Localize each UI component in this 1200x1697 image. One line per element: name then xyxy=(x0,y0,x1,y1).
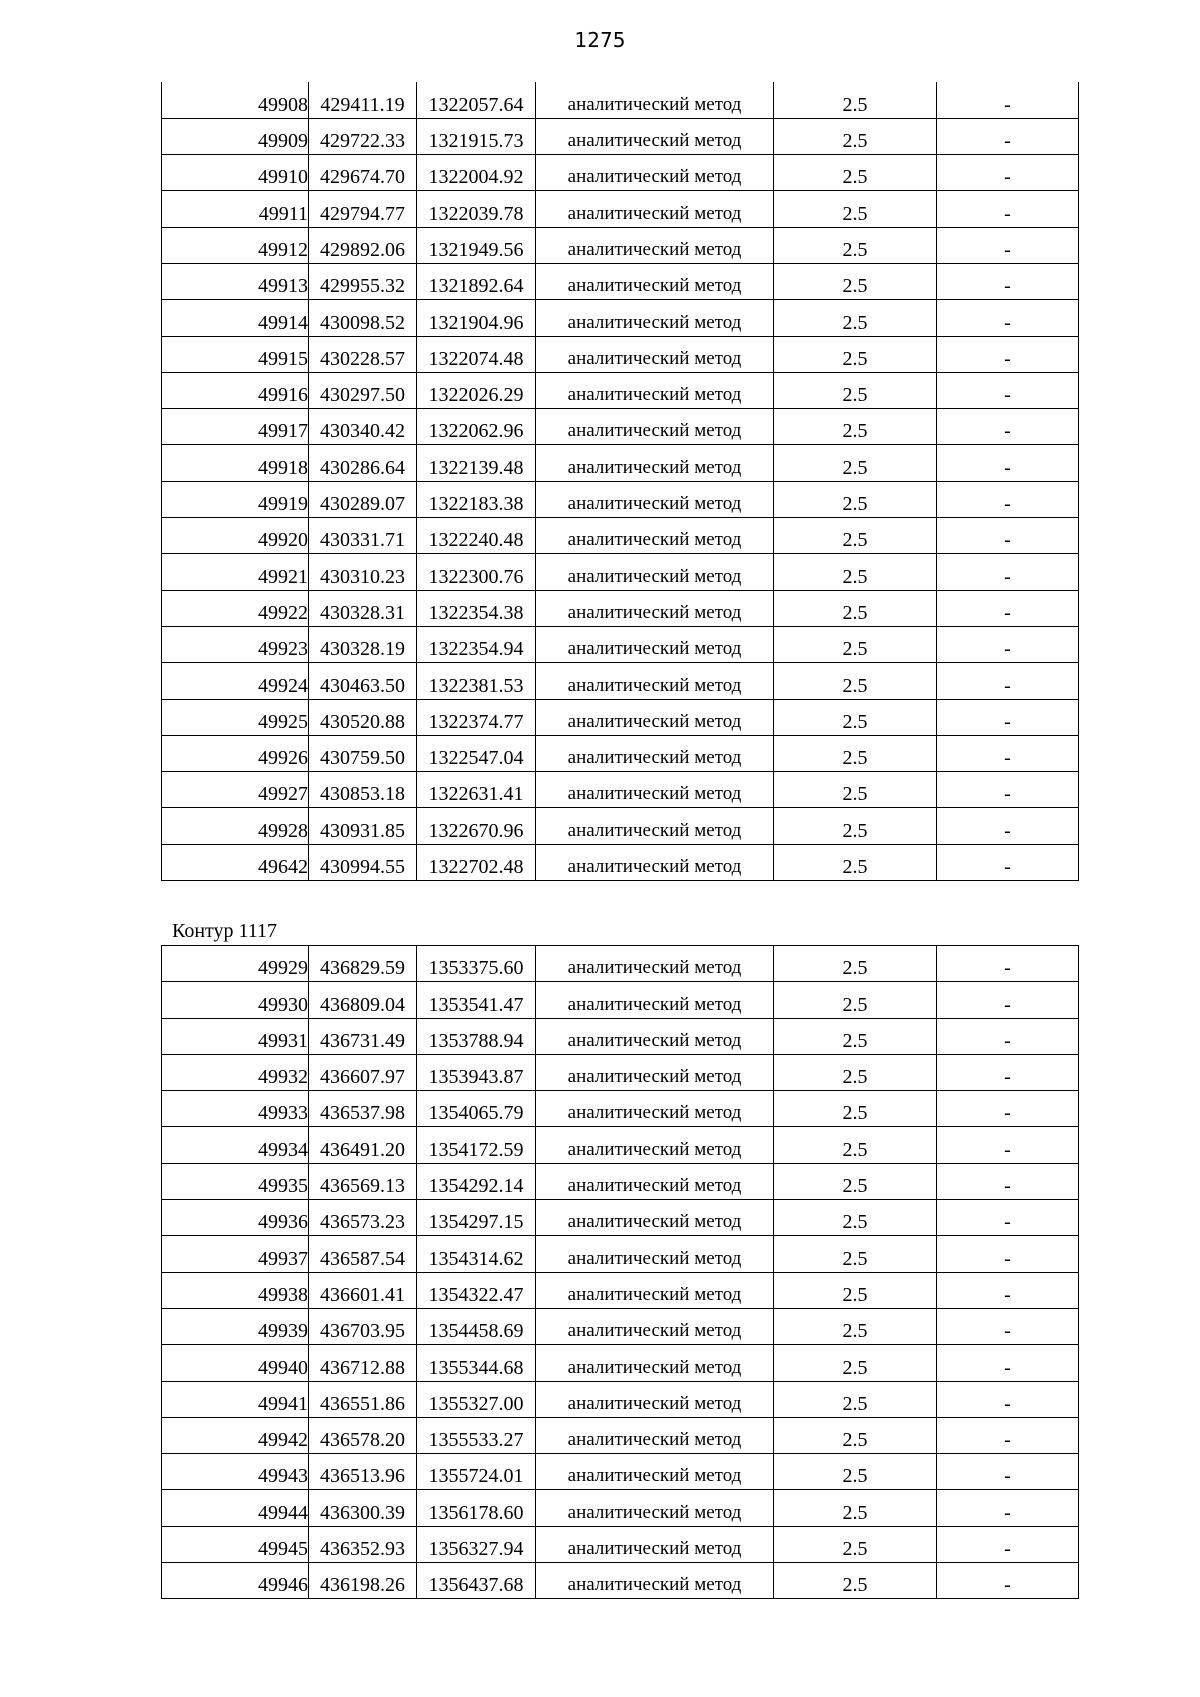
table-row xyxy=(162,1381,1079,1417)
description-cell: - xyxy=(937,1236,1079,1272)
method-cell: аналитический метод xyxy=(536,82,774,118)
x-coordinate-cell: 436198.26 xyxy=(309,1563,417,1599)
accuracy-cell: 2.5 xyxy=(774,1236,937,1272)
accuracy-cell: 2.5 xyxy=(774,300,937,336)
y-coordinate-cell: 1355344.68 xyxy=(417,1345,536,1381)
method-cell: аналитический метод xyxy=(536,982,774,1018)
description-cell: - xyxy=(937,1308,1079,1344)
accuracy-cell: 2.5 xyxy=(774,518,937,554)
accuracy-cell: 2.5 xyxy=(774,1200,937,1236)
page-number: 1275 xyxy=(574,28,626,52)
y-coordinate-cell: 1322026.29 xyxy=(417,372,536,408)
x-coordinate-cell: 429411.19 xyxy=(309,82,417,118)
accuracy-cell: 2.5 xyxy=(774,1454,937,1490)
accuracy-cell: 2.5 xyxy=(774,1054,937,1090)
x-coordinate-cell: 429955.32 xyxy=(309,263,417,299)
x-coordinate-cell: 430297.50 xyxy=(309,372,417,408)
point-number-cell: 49932 xyxy=(162,1054,309,1090)
y-coordinate-cell: 1356178.60 xyxy=(417,1490,536,1526)
y-coordinate-cell: 1353943.87 xyxy=(417,1054,536,1090)
y-coordinate-cell: 1321904.96 xyxy=(417,300,536,336)
y-coordinate-cell: 1322139.48 xyxy=(417,445,536,481)
accuracy-cell: 2.5 xyxy=(774,1381,937,1417)
y-coordinate-cell: 1322547.04 xyxy=(417,735,536,771)
accuracy-cell: 2.5 xyxy=(774,699,937,735)
method-cell: аналитический метод xyxy=(536,735,774,771)
point-number-cell: 49919 xyxy=(162,481,309,517)
point-number-cell: 49923 xyxy=(162,626,309,662)
accuracy-cell: 2.5 xyxy=(774,1417,937,1453)
accuracy-cell: 2.5 xyxy=(774,590,937,626)
table-row xyxy=(162,1490,1079,1526)
point-number-cell: 49912 xyxy=(162,227,309,263)
table-row xyxy=(162,626,1079,662)
x-coordinate-cell: 436537.98 xyxy=(309,1091,417,1127)
x-coordinate-cell: 429674.70 xyxy=(309,155,417,191)
x-coordinate-cell: 436731.49 xyxy=(309,1018,417,1054)
method-cell: аналитический метод xyxy=(536,1417,774,1453)
x-coordinate-cell: 429722.33 xyxy=(309,118,417,154)
point-number-cell: 49936 xyxy=(162,1200,309,1236)
y-coordinate-cell: 1355724.01 xyxy=(417,1454,536,1490)
method-cell: аналитический метод xyxy=(536,1454,774,1490)
description-cell: - xyxy=(937,1345,1079,1381)
method-cell: аналитический метод xyxy=(536,946,774,982)
description-cell: - xyxy=(937,663,1079,699)
point-number-cell: 49935 xyxy=(162,1163,309,1199)
x-coordinate-cell: 430759.50 xyxy=(309,735,417,771)
point-number-cell: 49938 xyxy=(162,1272,309,1308)
description-cell: - xyxy=(937,982,1079,1018)
table-row xyxy=(162,982,1079,1018)
x-coordinate-cell: 436573.23 xyxy=(309,1200,417,1236)
method-cell: аналитический метод xyxy=(536,445,774,481)
description-cell: - xyxy=(937,1563,1079,1599)
x-coordinate-cell: 436607.97 xyxy=(309,1054,417,1090)
description-cell: - xyxy=(937,1381,1079,1417)
accuracy-cell: 2.5 xyxy=(774,1091,937,1127)
x-coordinate-cell: 436809.04 xyxy=(309,982,417,1018)
accuracy-cell: 2.5 xyxy=(774,844,937,880)
accuracy-cell: 2.5 xyxy=(774,82,937,118)
method-cell: аналитический метод xyxy=(536,1308,774,1344)
point-number-cell: 49943 xyxy=(162,1454,309,1490)
y-coordinate-cell: 1322183.38 xyxy=(417,481,536,517)
x-coordinate-cell: 430463.50 xyxy=(309,663,417,699)
point-number-cell: 49924 xyxy=(162,663,309,699)
table-row xyxy=(162,300,1079,336)
point-number-cell: 49931 xyxy=(162,1018,309,1054)
accuracy-cell: 2.5 xyxy=(774,982,937,1018)
accuracy-cell: 2.5 xyxy=(774,191,937,227)
description-cell: - xyxy=(937,82,1079,118)
description-cell: - xyxy=(937,1018,1079,1054)
accuracy-cell: 2.5 xyxy=(774,626,937,662)
y-coordinate-cell: 1356437.68 xyxy=(417,1563,536,1599)
method-cell: аналитический метод xyxy=(536,772,774,808)
point-number-cell: 49910 xyxy=(162,155,309,191)
y-coordinate-cell: 1322240.48 xyxy=(417,518,536,554)
table-row xyxy=(162,409,1079,445)
y-coordinate-cell: 1322062.96 xyxy=(417,409,536,445)
description-cell: - xyxy=(937,1091,1079,1127)
accuracy-cell: 2.5 xyxy=(774,554,937,590)
y-coordinate-cell: 1322354.38 xyxy=(417,590,536,626)
description-cell: - xyxy=(937,590,1079,626)
x-coordinate-cell: 436829.59 xyxy=(309,946,417,982)
accuracy-cell: 2.5 xyxy=(774,1345,937,1381)
table-row xyxy=(162,227,1079,263)
description-cell: - xyxy=(937,1490,1079,1526)
point-number-cell: 49925 xyxy=(162,699,309,735)
method-cell: аналитический метод xyxy=(536,626,774,662)
description-cell: - xyxy=(937,336,1079,372)
y-coordinate-cell: 1322057.64 xyxy=(417,82,536,118)
point-number-cell: 49642 xyxy=(162,844,309,880)
point-number-cell: 49945 xyxy=(162,1526,309,1562)
accuracy-cell: 2.5 xyxy=(774,481,937,517)
description-cell: - xyxy=(937,118,1079,154)
x-coordinate-cell: 430340.42 xyxy=(309,409,417,445)
y-coordinate-cell: 1322702.48 xyxy=(417,844,536,880)
description-cell: - xyxy=(937,1054,1079,1090)
point-number-cell: 49913 xyxy=(162,263,309,299)
point-number-cell: 49941 xyxy=(162,1381,309,1417)
point-number-cell: 49944 xyxy=(162,1490,309,1526)
method-cell: аналитический метод xyxy=(536,1381,774,1417)
y-coordinate-cell: 1354458.69 xyxy=(417,1308,536,1344)
point-number-cell: 49922 xyxy=(162,590,309,626)
table-row xyxy=(162,844,1079,880)
coordinates-table-2 xyxy=(161,945,1079,1599)
table-row xyxy=(162,263,1079,299)
point-number-cell: 49915 xyxy=(162,336,309,372)
method-cell: аналитический метод xyxy=(536,155,774,191)
description-cell: - xyxy=(937,372,1079,408)
x-coordinate-cell: 436578.20 xyxy=(309,1417,417,1453)
point-number-cell: 49920 xyxy=(162,518,309,554)
description-cell: - xyxy=(937,1163,1079,1199)
description-cell: - xyxy=(937,772,1079,808)
point-number-cell: 49946 xyxy=(162,1563,309,1599)
y-coordinate-cell: 1322670.96 xyxy=(417,808,536,844)
table-row xyxy=(162,554,1079,590)
contour-label: Контур 1117 xyxy=(172,920,278,942)
method-cell: аналитический метод xyxy=(536,263,774,299)
y-coordinate-cell: 1322354.94 xyxy=(417,626,536,662)
table-row xyxy=(162,1272,1079,1308)
y-coordinate-cell: 1321949.56 xyxy=(417,227,536,263)
y-coordinate-cell: 1353788.94 xyxy=(417,1018,536,1054)
accuracy-cell: 2.5 xyxy=(774,772,937,808)
table-row xyxy=(162,1127,1079,1163)
accuracy-cell: 2.5 xyxy=(774,409,937,445)
description-cell: - xyxy=(937,735,1079,771)
x-coordinate-cell: 430286.64 xyxy=(309,445,417,481)
method-cell: аналитический метод xyxy=(536,1272,774,1308)
x-coordinate-cell: 436712.88 xyxy=(309,1345,417,1381)
y-coordinate-cell: 1322631.41 xyxy=(417,772,536,808)
point-number-cell: 49934 xyxy=(162,1127,309,1163)
y-coordinate-cell: 1355533.27 xyxy=(417,1417,536,1453)
accuracy-cell: 2.5 xyxy=(774,155,937,191)
accuracy-cell: 2.5 xyxy=(774,263,937,299)
table-row xyxy=(162,1454,1079,1490)
y-coordinate-cell: 1353541.47 xyxy=(417,982,536,1018)
point-number-cell: 49908 xyxy=(162,82,309,118)
method-cell: аналитический метод xyxy=(536,808,774,844)
x-coordinate-cell: 430853.18 xyxy=(309,772,417,808)
accuracy-cell: 2.5 xyxy=(774,1127,937,1163)
table-row xyxy=(162,1417,1079,1453)
method-cell: аналитический метод xyxy=(536,1091,774,1127)
x-coordinate-cell: 436551.86 xyxy=(309,1381,417,1417)
point-number-cell: 49942 xyxy=(162,1417,309,1453)
table-row xyxy=(162,1345,1079,1381)
y-coordinate-cell: 1356327.94 xyxy=(417,1526,536,1562)
x-coordinate-cell: 430328.31 xyxy=(309,590,417,626)
x-coordinate-cell: 430931.85 xyxy=(309,808,417,844)
accuracy-cell: 2.5 xyxy=(774,1490,937,1526)
x-coordinate-cell: 430098.52 xyxy=(309,300,417,336)
method-cell: аналитический метод xyxy=(536,372,774,408)
point-number-cell: 49921 xyxy=(162,554,309,590)
accuracy-cell: 2.5 xyxy=(774,1308,937,1344)
x-coordinate-cell: 430520.88 xyxy=(309,699,417,735)
x-coordinate-cell: 429892.06 xyxy=(309,227,417,263)
description-cell: - xyxy=(937,300,1079,336)
accuracy-cell: 2.5 xyxy=(774,663,937,699)
table-row xyxy=(162,481,1079,517)
table-row xyxy=(162,735,1079,771)
method-cell: аналитический метод xyxy=(536,1163,774,1199)
table-row xyxy=(162,1018,1079,1054)
accuracy-cell: 2.5 xyxy=(774,445,937,481)
method-cell: аналитический метод xyxy=(536,336,774,372)
description-cell: - xyxy=(937,1272,1079,1308)
x-coordinate-cell: 436601.41 xyxy=(309,1272,417,1308)
table-row xyxy=(162,1200,1079,1236)
method-cell: аналитический метод xyxy=(536,1054,774,1090)
description-cell: - xyxy=(937,227,1079,263)
x-coordinate-cell: 430310.23 xyxy=(309,554,417,590)
description-cell: - xyxy=(937,518,1079,554)
x-coordinate-cell: 430289.07 xyxy=(309,481,417,517)
accuracy-cell: 2.5 xyxy=(774,1018,937,1054)
point-number-cell: 49909 xyxy=(162,118,309,154)
accuracy-cell: 2.5 xyxy=(774,1526,937,1562)
table-row xyxy=(162,445,1079,481)
x-coordinate-cell: 430228.57 xyxy=(309,336,417,372)
method-cell: аналитический метод xyxy=(536,1563,774,1599)
table-row xyxy=(162,946,1079,982)
point-number-cell: 49918 xyxy=(162,445,309,481)
point-number-cell: 49916 xyxy=(162,372,309,408)
method-cell: аналитический метод xyxy=(536,844,774,880)
y-coordinate-cell: 1321915.73 xyxy=(417,118,536,154)
x-coordinate-cell: 430328.19 xyxy=(309,626,417,662)
description-cell: - xyxy=(937,946,1079,982)
table-row xyxy=(162,1236,1079,1272)
table-row xyxy=(162,590,1079,626)
method-cell: аналитический метод xyxy=(536,1345,774,1381)
table-row xyxy=(162,699,1079,735)
y-coordinate-cell: 1353375.60 xyxy=(417,946,536,982)
y-coordinate-cell: 1354292.14 xyxy=(417,1163,536,1199)
table-row xyxy=(162,1563,1079,1599)
description-cell: - xyxy=(937,1454,1079,1490)
description-cell: - xyxy=(937,1526,1079,1562)
table-row xyxy=(162,663,1079,699)
point-number-cell: 49930 xyxy=(162,982,309,1018)
description-cell: - xyxy=(937,263,1079,299)
table-row xyxy=(162,1308,1079,1344)
method-cell: аналитический метод xyxy=(536,118,774,154)
method-cell: аналитический метод xyxy=(536,1200,774,1236)
table-row xyxy=(162,191,1079,227)
y-coordinate-cell: 1355327.00 xyxy=(417,1381,536,1417)
table-row xyxy=(162,1526,1079,1562)
method-cell: аналитический метод xyxy=(536,191,774,227)
description-cell: - xyxy=(937,1417,1079,1453)
y-coordinate-cell: 1322374.77 xyxy=(417,699,536,735)
point-number-cell: 49927 xyxy=(162,772,309,808)
table-row xyxy=(162,118,1079,154)
x-coordinate-cell: 430331.71 xyxy=(309,518,417,554)
method-cell: аналитический метод xyxy=(536,663,774,699)
accuracy-cell: 2.5 xyxy=(774,735,937,771)
y-coordinate-cell: 1322381.53 xyxy=(417,663,536,699)
y-coordinate-cell: 1354297.15 xyxy=(417,1200,536,1236)
y-coordinate-cell: 1354322.47 xyxy=(417,1272,536,1308)
description-cell: - xyxy=(937,1200,1079,1236)
table-row xyxy=(162,336,1079,372)
y-coordinate-cell: 1354065.79 xyxy=(417,1091,536,1127)
description-cell: - xyxy=(937,699,1079,735)
method-cell: аналитический метод xyxy=(536,1127,774,1163)
description-cell: - xyxy=(937,445,1079,481)
method-cell: аналитический метод xyxy=(536,1236,774,1272)
method-cell: аналитический метод xyxy=(536,1490,774,1526)
point-number-cell: 49937 xyxy=(162,1236,309,1272)
description-cell: - xyxy=(937,554,1079,590)
method-cell: аналитический метод xyxy=(536,1018,774,1054)
description-cell: - xyxy=(937,808,1079,844)
x-coordinate-cell: 430994.55 xyxy=(309,844,417,880)
point-number-cell: 49940 xyxy=(162,1345,309,1381)
coordinates-table-1 xyxy=(161,82,1079,881)
method-cell: аналитический метод xyxy=(536,300,774,336)
table-row xyxy=(162,1091,1079,1127)
table-row xyxy=(162,1054,1079,1090)
y-coordinate-cell: 1322300.76 xyxy=(417,554,536,590)
table-row xyxy=(162,372,1079,408)
point-number-cell: 49928 xyxy=(162,808,309,844)
method-cell: аналитический метод xyxy=(536,590,774,626)
y-coordinate-cell: 1354314.62 xyxy=(417,1236,536,1272)
y-coordinate-cell: 1321892.64 xyxy=(417,263,536,299)
table-row xyxy=(162,82,1079,118)
method-cell: аналитический метод xyxy=(536,518,774,554)
x-coordinate-cell: 436352.93 xyxy=(309,1526,417,1562)
accuracy-cell: 2.5 xyxy=(774,336,937,372)
table-row xyxy=(162,808,1079,844)
table-row xyxy=(162,155,1079,191)
method-cell: аналитический метод xyxy=(536,699,774,735)
y-coordinate-cell: 1322004.92 xyxy=(417,155,536,191)
description-cell: - xyxy=(937,409,1079,445)
x-coordinate-cell: 429794.77 xyxy=(309,191,417,227)
description-cell: - xyxy=(937,1127,1079,1163)
table-row xyxy=(162,518,1079,554)
accuracy-cell: 2.5 xyxy=(774,372,937,408)
method-cell: аналитический метод xyxy=(536,409,774,445)
point-number-cell: 49914 xyxy=(162,300,309,336)
table-row xyxy=(162,772,1079,808)
accuracy-cell: 2.5 xyxy=(774,1163,937,1199)
x-coordinate-cell: 436703.95 xyxy=(309,1308,417,1344)
y-coordinate-cell: 1322039.78 xyxy=(417,191,536,227)
accuracy-cell: 2.5 xyxy=(774,1563,937,1599)
description-cell: - xyxy=(937,155,1079,191)
method-cell: аналитический метод xyxy=(536,481,774,517)
y-coordinate-cell: 1354172.59 xyxy=(417,1127,536,1163)
point-number-cell: 49926 xyxy=(162,735,309,771)
description-cell: - xyxy=(937,844,1079,880)
accuracy-cell: 2.5 xyxy=(774,946,937,982)
accuracy-cell: 2.5 xyxy=(774,227,937,263)
method-cell: аналитический метод xyxy=(536,227,774,263)
table-row xyxy=(162,1163,1079,1199)
x-coordinate-cell: 436300.39 xyxy=(309,1490,417,1526)
point-number-cell: 49939 xyxy=(162,1308,309,1344)
description-cell: - xyxy=(937,626,1079,662)
y-coordinate-cell: 1322074.48 xyxy=(417,336,536,372)
point-number-cell: 49933 xyxy=(162,1091,309,1127)
x-coordinate-cell: 436491.20 xyxy=(309,1127,417,1163)
method-cell: аналитический метод xyxy=(536,1526,774,1562)
x-coordinate-cell: 436569.13 xyxy=(309,1163,417,1199)
point-number-cell: 49911 xyxy=(162,191,309,227)
point-number-cell: 49929 xyxy=(162,946,309,982)
method-cell: аналитический метод xyxy=(536,554,774,590)
description-cell: - xyxy=(937,191,1079,227)
x-coordinate-cell: 436587.54 xyxy=(309,1236,417,1272)
accuracy-cell: 2.5 xyxy=(774,1272,937,1308)
point-number-cell: 49917 xyxy=(162,409,309,445)
accuracy-cell: 2.5 xyxy=(774,118,937,154)
description-cell: - xyxy=(937,481,1079,517)
accuracy-cell: 2.5 xyxy=(774,808,937,844)
x-coordinate-cell: 436513.96 xyxy=(309,1454,417,1490)
